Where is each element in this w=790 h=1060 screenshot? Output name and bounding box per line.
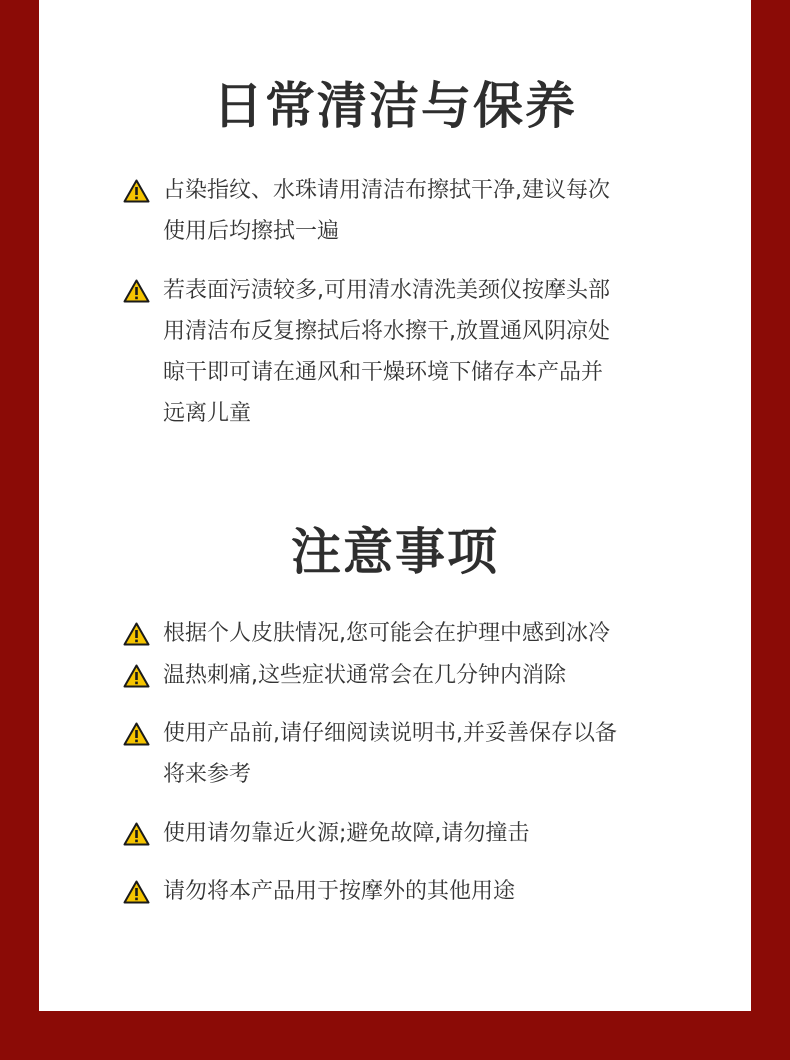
warning-triangle-icon: [123, 722, 150, 746]
care-item-2: [123, 270, 683, 434]
notice-item-1-line-1: 根据个人皮肤情况,您可能会在护理中感到冰冷: [163, 621, 610, 646]
notice-item-4: [123, 813, 683, 854]
warning-triangle-icon: [123, 622, 150, 646]
notice-item-5-line-1: 请勿将本产品用于按摩外的其他用途: [163, 879, 516, 904]
warning-triangle-icon: [123, 179, 150, 203]
care-item-1-line-1: 占染指纹、水珠请用清洁布擦拭干净,建议每次: [163, 178, 610, 203]
care-item-2-line-2: 用清洁布反复擦拭后将水擦干,放置通风阴凉处: [163, 319, 610, 344]
notice-item-3: [123, 713, 683, 795]
warning-triangle-icon: [123, 880, 150, 904]
warning-triangle-icon: [123, 822, 150, 846]
care-section-title: 日常清洁与保养: [213, 77, 577, 135]
care-item-1-line-2: 使用后均擦拭一遍: [163, 219, 340, 244]
notice-section-title: 注意事项: [291, 523, 499, 581]
care-item-2-line-1: 若表面污渍较多,可用清水清洗美颈仪按摩头部: [163, 278, 610, 303]
notice-item-1: [123, 613, 683, 654]
warning-triangle-icon: [123, 664, 150, 688]
content-card: [39, 0, 751, 1011]
notice-item-4-line-1: 使用请勿靠近火源;避免故障,请勿撞击: [163, 821, 530, 846]
notice-item-2-line-1: 温热刺痛,这些症状通常会在几分钟内消除: [163, 663, 566, 688]
care-item-2-line-3: 晾干即可请在通风和干燥环境下储存本产品并: [163, 360, 604, 385]
notice-item-3-line-2: 将来参考: [163, 762, 252, 787]
care-item-2-line-4: 远离儿童: [163, 401, 252, 426]
warning-triangle-icon: [123, 279, 150, 303]
notice-item-3-line-1: 使用产品前,请仔细阅读说明书,并妥善保存以备: [163, 721, 617, 746]
care-item-1: [123, 170, 683, 252]
notice-item-5: [123, 871, 683, 912]
notice-item-2: [123, 655, 683, 696]
